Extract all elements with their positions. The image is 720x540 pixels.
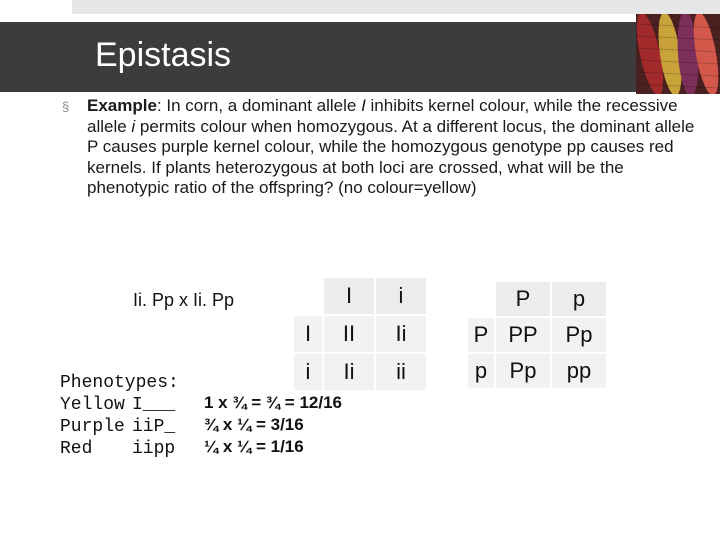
phenotypes-block	[60, 372, 179, 460]
genotype-cell: Ii	[376, 316, 426, 352]
genotype-cell: PP	[496, 318, 550, 352]
genotype-cell: pp	[552, 354, 606, 388]
header-cell: i	[376, 278, 426, 314]
corner-cell	[294, 278, 322, 314]
row-label: p	[468, 354, 494, 388]
calc-line: 1 x ¾ = ¾ = 12/16	[204, 393, 343, 412]
question-text	[87, 96, 697, 199]
punnett-square-i	[292, 276, 428, 392]
question-text-part: : In corn, a dominant allele	[156, 96, 362, 115]
phenotypes-heading: Phenotypes:	[60, 373, 179, 393]
phenotype-genotype: iiP_	[132, 417, 176, 437]
ratio-calculations	[204, 392, 342, 458]
phenotype-name: Purple	[60, 417, 125, 437]
calc-line: ¼ x ¼ = 1/16	[204, 437, 304, 456]
genotype-cell: Pp	[552, 318, 606, 352]
row-label: I	[294, 316, 322, 352]
row-label: i	[294, 354, 322, 390]
question-text-part: inhibits kernel colour, while the recessive allele	[87, 96, 678, 136]
example-label: Example	[87, 96, 157, 115]
cross-label: Ii. Pp x Ii. Pp	[133, 290, 235, 310]
calc-line: ¾ x ¼ = 3/16	[204, 415, 304, 434]
phenotype-name: Red	[60, 439, 93, 459]
bullet-icon: §	[62, 99, 70, 114]
allele-dominant: I	[361, 96, 366, 115]
phenotype-name: Yellow	[60, 395, 125, 415]
phenotype-row	[60, 438, 179, 460]
slide-title: Epistasis	[95, 36, 232, 74]
phenotype-genotype: iipp	[132, 439, 176, 459]
genotype-cell: II	[324, 316, 374, 352]
corner-cell	[468, 282, 494, 316]
punnett-square-p	[466, 280, 608, 390]
phenotype-row	[60, 394, 179, 416]
row-label: P	[468, 318, 494, 352]
genotype-cell: Pp	[496, 354, 550, 388]
question-text-part: permits colour when homozygous. At a different locus, the dominant allele P causes purple kernel colour, while the homozygous genotype pp causes red kernels. If plants heterozygous at both loci are crossed, what will be the phenotypic ratio of the offspring? (no colour=yellow)	[87, 116, 695, 197]
genotype-cell: ii	[376, 354, 426, 390]
phenotype-genotype: I___	[132, 395, 176, 415]
header-cell: p	[552, 282, 606, 316]
genotype-cell: Ii	[324, 354, 374, 390]
top-strip	[72, 0, 720, 14]
header-cell: P	[496, 282, 550, 316]
allele-recessive: i	[131, 116, 136, 136]
phenotype-row	[60, 416, 179, 438]
header-cell: I	[324, 278, 374, 314]
corn-image	[636, 14, 720, 94]
